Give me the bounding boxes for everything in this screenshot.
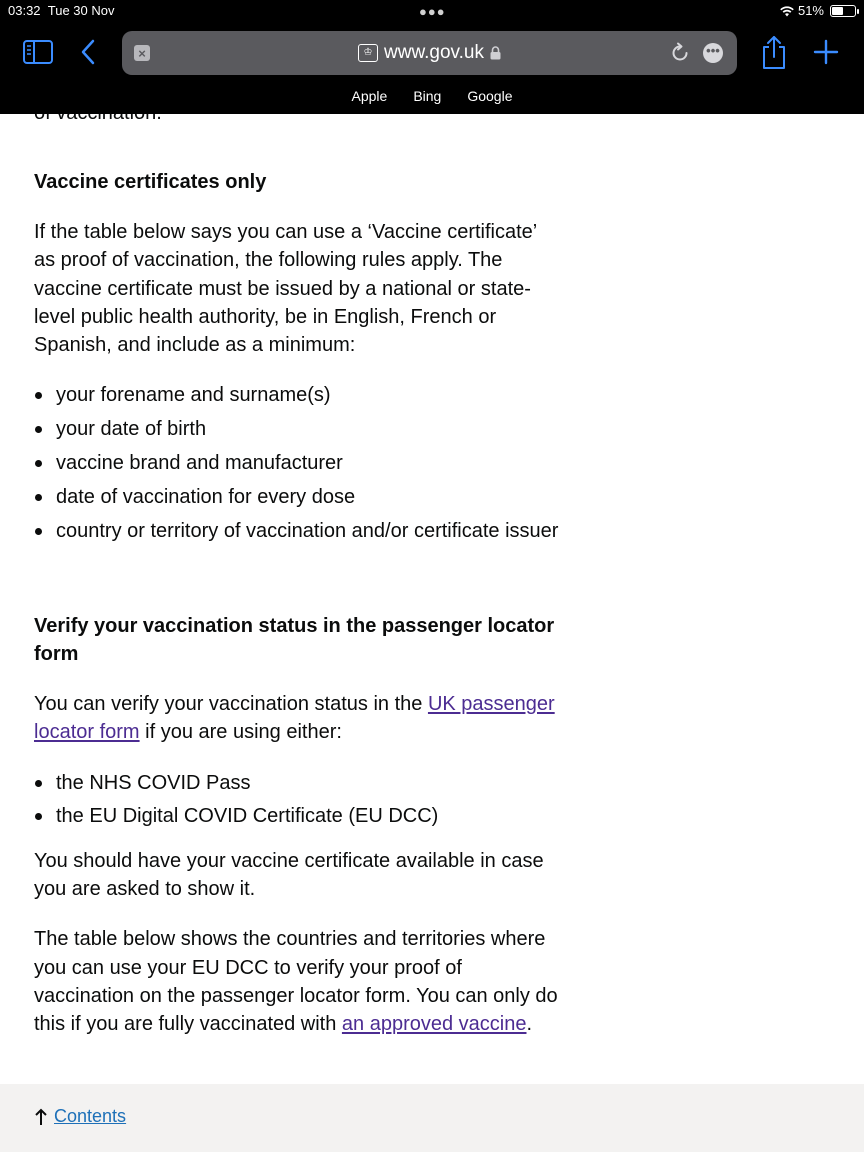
- favorite-bing[interactable]: Bing: [413, 88, 442, 104]
- page-content: [0, 114, 864, 1084]
- table-intro-paragraph: The table below shows the countries and territories where you can use your EU DCC to verify your proof of vaccination on the passenger locator form. You can only do this if you are fully vaccinated with an approved vaccine.: [34, 928, 558, 1036]
- requirements-list: [34, 381, 559, 544]
- certificate-types-list: [34, 769, 559, 831]
- sidebar-toggle-button[interactable]: [22, 38, 54, 66]
- share-icon: [760, 34, 788, 70]
- battery-icon: [830, 5, 856, 17]
- list-item: vaccine brand and manufacturer: [34, 449, 559, 477]
- footer-bar: [0, 1084, 864, 1152]
- arrow-up-icon: [34, 1108, 48, 1126]
- section-vaccine-certificates: [34, 168, 559, 550]
- browser-toolbar: [0, 28, 864, 78]
- wifi-icon: [780, 5, 794, 17]
- contents-link[interactable]: [34, 1106, 126, 1127]
- status-bar: [0, 0, 864, 24]
- more-options-icon[interactable]: •••: [703, 43, 723, 63]
- site-favicon-icon: ♔: [358, 44, 378, 62]
- contents-label: Contents: [54, 1106, 127, 1126]
- reload-icon[interactable]: [669, 42, 691, 64]
- sidebar-icon: [23, 40, 53, 64]
- favorites-bar: [0, 88, 864, 104]
- favorite-apple[interactable]: Apple: [351, 88, 388, 104]
- status-right: [780, 3, 856, 18]
- share-button[interactable]: [758, 32, 790, 72]
- browser-chrome: [0, 0, 864, 114]
- lock-icon: [490, 46, 501, 60]
- section-intro: If the table below says you can use a ‘Vaccine certificate’ as proof of vaccination, the following rules apply. The vaccine certificate must be issued by a national or state-level public health authority, be in English, French or Spanish, and include as a minimum:: [34, 221, 537, 357]
- verify-paragraph: You can verify your vaccination status in the UK passenger locator form if you are using either:: [34, 693, 555, 744]
- back-button[interactable]: [74, 36, 102, 68]
- url-text: www.gov.uk: [384, 42, 484, 63]
- list-item: country or territory of vaccination and/or certificate issuer: [34, 517, 559, 545]
- address-bar[interactable]: [122, 31, 737, 75]
- favorite-google[interactable]: Google: [467, 88, 513, 104]
- certificate-note: You should have your vaccine certificate available in case you are asked to show it.: [34, 849, 544, 900]
- battery-percent: 51%: [797, 3, 824, 18]
- url-display[interactable]: [122, 42, 737, 64]
- list-item: your date of birth: [34, 415, 559, 443]
- list-item: the NHS COVID Pass: [34, 769, 559, 797]
- status-time: 03:32 Tue 30 Nov: [8, 3, 115, 18]
- list-item: date of vaccination for every dose: [34, 483, 559, 511]
- multitasking-dots-icon[interactable]: ●●●: [419, 4, 446, 19]
- passenger-locator-form-link[interactable]: UK passenger locator form: [34, 693, 555, 744]
- battery-fill: [832, 7, 843, 15]
- new-tab-button[interactable]: [810, 36, 842, 68]
- status-date: Tue 30 Nov: [47, 3, 115, 18]
- close-tab-icon[interactable]: ×: [134, 45, 150, 61]
- section-heading: Verify your vaccination status in the passenger locator form: [34, 615, 555, 665]
- plus-icon: [813, 39, 839, 65]
- list-item: the EU Digital COVID Certificate (EU DCC): [34, 802, 559, 830]
- approved-vaccine-link[interactable]: an approved vaccine: [341, 1013, 527, 1036]
- section-verify-status: [34, 612, 559, 1038]
- list-item: your forename and surname(s): [34, 381, 559, 409]
- section-heading: Vaccine certificates only: [34, 171, 267, 193]
- chevron-left-icon: [80, 39, 96, 65]
